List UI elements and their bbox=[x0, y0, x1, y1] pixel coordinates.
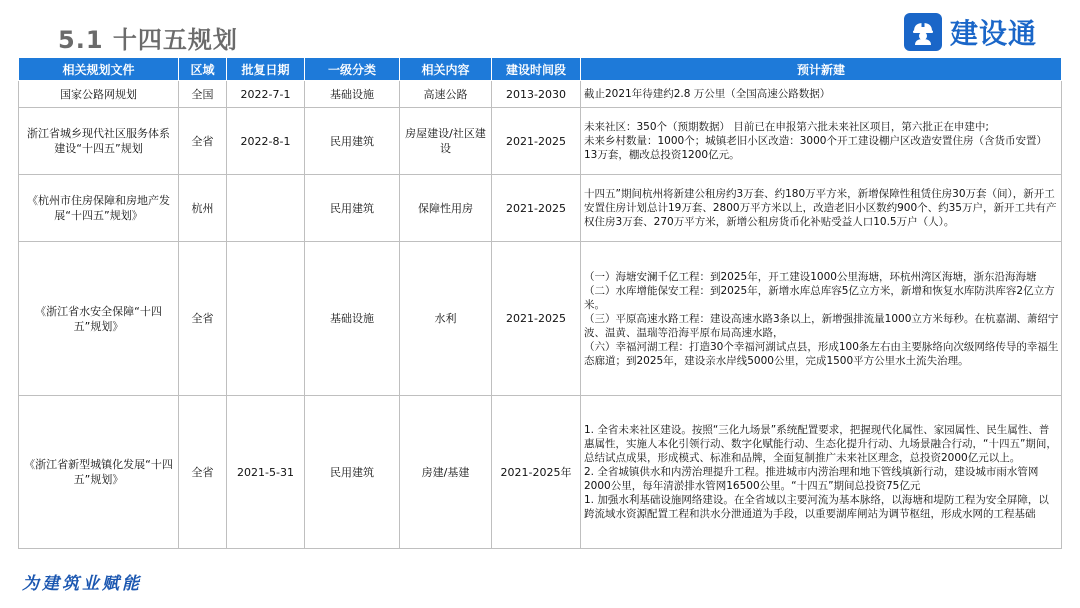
forecast-line: 1. 加强水利基础设施网络建设。在全省域以主要河流为基本脉络，以海塘和堤防工程为安全屏障，以跨流域水资源配置工程和洪水分泄通道为手段，以重要湖库闸站为调节枢纽，形成水网的工程基础 bbox=[584, 494, 1049, 520]
period-cell: 2021-2025 bbox=[492, 175, 581, 242]
content-cell: 房建/基建 bbox=[400, 396, 492, 549]
footer-slogan: 为建筑业赋能 bbox=[22, 574, 142, 594]
forecast-line: （三）平原高速水路工程：建设高速水路3条以上，新增强排流量1000立方米每秒。在杭嘉湖、萧绍宁波、温黄、温瑞等沿海平原布局高速水路， bbox=[584, 312, 1059, 339]
table-row bbox=[19, 242, 1062, 396]
plan-file-cell: 国家公路网规划 bbox=[19, 81, 179, 108]
table-row bbox=[19, 81, 1062, 108]
approval-date-cell bbox=[227, 242, 305, 396]
forecast-line: 截止2021年待建约2.8 万公里（全国高速公路数据） bbox=[584, 88, 831, 100]
forecast-line: （六）幸福河湖工程：打造30个幸福河湖试点县，形成100条左右由主要脉络向次级网络传导的幸福生态廊道；到2025年，建设亲水岸线5000公里，完成1500平方公里水土流失治理。 bbox=[584, 340, 1059, 367]
region-cell: 全省 bbox=[179, 242, 227, 396]
forecast-line: 十四五”期间杭州将新建公租房约3万套、约180万平方米，新增保障性租赁住房30万套（间），新开工安置住房计划总计19万套、2800万平方米以上，改造老旧小区数约900个、约35万户，新开工共有产权住房3万套、270万平方米，新增公租房货币化补贴受益人口10.5万户（人）。 bbox=[584, 188, 1057, 228]
category-cell: 民用建筑 bbox=[305, 175, 400, 242]
category-cell: 基础设施 bbox=[305, 242, 400, 396]
table-row bbox=[19, 396, 1062, 549]
approval-date-cell: 2022-7-1 bbox=[227, 81, 305, 108]
forecast-cell bbox=[581, 396, 1062, 549]
content-cell: 高速公路 bbox=[400, 81, 492, 108]
approval-date-cell: 2021-5-31 bbox=[227, 396, 305, 549]
forecast-line: 未来乡村数量：1000个；城镇老旧小区改造：3000个开工建设棚户区改造安置住房（含货币安置）13万套，棚改总投资1200亿元。 bbox=[584, 135, 1047, 161]
approval-date-cell: 2022-8-1 bbox=[227, 108, 305, 175]
category-cell: 基础设施 bbox=[305, 81, 400, 108]
forecast-line: （一）海塘安澜千亿工程：到2025年，开工建设1000公里海塘，环杭州湾区海塘，浙东沿海海塘 bbox=[584, 270, 1037, 283]
column-header: 区域 bbox=[179, 58, 227, 81]
region-cell: 全省 bbox=[179, 396, 227, 549]
column-header: 批复日期 bbox=[227, 58, 305, 81]
forecast-cell bbox=[581, 81, 1062, 108]
forecast-line: 未来社区：350个（预期数据） 目前已在申报第六批未来社区项目，第六批正在申建中; bbox=[584, 121, 989, 133]
column-header: 相关规划文件 bbox=[19, 58, 179, 81]
brand-logo bbox=[904, 12, 1037, 52]
table-row bbox=[19, 175, 1062, 242]
category-cell: 民用建筑 bbox=[305, 396, 400, 549]
region-cell: 全国 bbox=[179, 81, 227, 108]
approval-date-cell bbox=[227, 175, 305, 242]
table-row bbox=[19, 108, 1062, 175]
plan-file-cell: 《浙江省水安全保障“十四五”规划》 bbox=[19, 242, 179, 396]
region-cell: 全省 bbox=[179, 108, 227, 175]
forecast-line: 2. 全省城镇供水和内涝治理提升工程。推进城市内涝治理和地下管线填新行动，建设城市雨水管网2000公里，每年清淤排水管网16500公里。“十四五”期间总投资75亿元 bbox=[584, 466, 1039, 492]
plan-file-cell: 《杭州市住房保障和房地产发展“十四五”规划》 bbox=[19, 175, 179, 242]
column-header: 预计新建 bbox=[581, 58, 1062, 81]
content-cell: 保障性用房 bbox=[400, 175, 492, 242]
period-cell: 2021-2025年 bbox=[492, 396, 581, 549]
table-header-row bbox=[19, 58, 1062, 81]
column-header: 相关内容 bbox=[400, 58, 492, 81]
forecast-cell bbox=[581, 242, 1062, 396]
worker-helmet-icon bbox=[904, 13, 942, 51]
content-cell: 水利 bbox=[400, 242, 492, 396]
region-cell: 杭州 bbox=[179, 175, 227, 242]
forecast-line: 1. 全省未来社区建设。按照“三化九场景”系统配置要求，把握现代化属性、家园属性、民生属性、普惠属性，实施人本化引领行动、数字化赋能行动、生态化提升行动、九场景融合行动，“十四五”期间，总结试点成果，形成模式、标准和品牌，全面复制推广未来社区理念，总投资2000亿元以上。 bbox=[584, 424, 1057, 464]
forecast-line: （二）水库增能保安工程：到2025年，新增水库总库容5亿立方米，新增和恢复水库防洪库容2亿立方米。 bbox=[584, 284, 1055, 311]
brand-name: 建设通 bbox=[950, 17, 1038, 50]
plan-file-cell: 浙江省城乡现代社区服务体系建设“十四五”规划 bbox=[19, 108, 179, 175]
period-cell: 2021-2025 bbox=[492, 242, 581, 396]
planning-table bbox=[18, 57, 1062, 549]
column-header: 建设时间段 bbox=[492, 58, 581, 81]
content-cell: 房屋建设/社区建设 bbox=[400, 108, 492, 175]
period-cell: 2021-2025 bbox=[492, 108, 581, 175]
category-cell: 民用建筑 bbox=[305, 108, 400, 175]
forecast-cell bbox=[581, 108, 1062, 175]
period-cell: 2013-2030 bbox=[492, 81, 581, 108]
plan-file-cell: 《浙江省新型城镇化发展“十四五”规划》 bbox=[19, 396, 179, 549]
forecast-cell bbox=[581, 175, 1062, 242]
page-title: 5.1 十四五规划 bbox=[58, 26, 238, 54]
column-header: 一级分类 bbox=[305, 58, 400, 81]
